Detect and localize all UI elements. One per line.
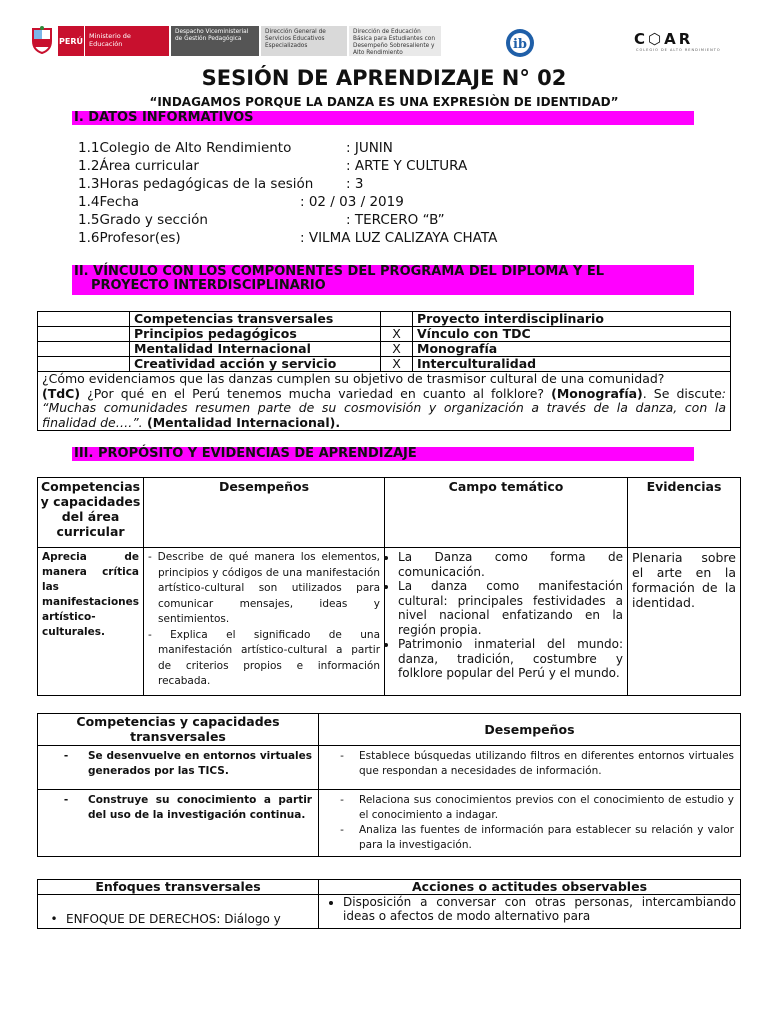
diploma-spacer-cell [38,312,130,327]
info-label: Horas pedagógicas de la sesión [99,176,314,192]
diploma-mark-cell: X [381,357,413,372]
header-campo-tematico: Campo temático [385,478,628,548]
header-evidencias: Evidencias [628,478,741,548]
desempenos-cell [144,548,385,696]
diploma-left-cell: Creatividad acción y servicio [130,357,381,372]
section2-heading-line2: PROYECTO INTERDISCIPLINARIO [91,278,326,293]
diploma-left-cell: Principios pedagógicos [130,327,381,342]
header-desempenos-transversales: Desempeños [319,714,741,746]
campo-item: • Patrimonio inmaterial del mundo: danza, tradición, costumbre y folklore popular del Perú y el mundo. [398,637,623,681]
diploma-spacer-cell [38,357,130,372]
info-value: : JUNIN [346,140,393,156]
campo-cell [385,548,628,696]
diploma-spacer-cell [38,327,130,342]
transversal-table [37,713,741,857]
info-value: : ARTE Y CULTURA [346,158,468,174]
question-2-end: . Se discute [642,385,722,401]
transversal-des-cell: - Relaciona sus conocimientos previos con el conocimiento de estudio y el conocimiento a indagar. - Analiza las fuentes de información para establecer su relación y valor para la investigación. [319,790,741,857]
section3-heading: III. PROPÓSITO Y EVIDENCIAS DE APRENDIZAJE [74,446,417,461]
ib-logo-icon [505,28,535,58]
diploma-right-cell: Monografía [413,342,731,357]
section1-heading: I. DATOS INFORMATIVOS [74,110,254,125]
transversal-des-text: Analiza las fuentes de información para establecer su relación y valor para la investigación. [359,824,734,851]
info-num: 1.6 [78,230,100,246]
transversal-row [38,746,741,790]
info-label: Fecha [99,194,140,210]
org-despacho: Despacho Viceministerial de Gestión Pedagógica [169,26,259,56]
question-3: : “Muchas comunidades resumen parte de su cosmovisión y organización a través de la danza, con la finalidad de….”. [42,385,727,430]
question-2-tag: (TdC) [42,385,81,401]
transversal-des-text: Establece búsquedas utilizando filtros en diferentes entornos virtuales que respondan a necesidades de información. [359,750,734,777]
desempeno-item: - Describe de qué manera los elementos, principios y códigos de una manifestación artístico-cultural son utilizados para comunicar mensajes, ideas y sentimientos. [148,551,381,625]
diploma-table [37,311,731,431]
campo-item: • La Danza como forma de comunicación. [398,550,623,579]
diploma-right-cell: Interculturalidad [413,357,731,372]
diploma-spacer-cell [38,342,130,357]
info-num: 1.3 [78,176,100,192]
question-2: ¿Por qué en el Perú tenemos mucha variedad en cuanto al folklore? [80,385,552,401]
diploma-left-cell: Competencias transversales [130,312,381,327]
ministry-label: Ministerio de Educación [84,26,169,56]
diploma-row [38,327,731,342]
info-num: 1.2 [78,158,100,174]
org-direccion-educacion: Dirección de Educación Básica para Estudiantes con Desempeño Sobresaliente y Alto Rendimiento [347,26,441,56]
header-logo-strip [30,26,441,56]
bullet-icon: • [50,912,58,926]
info-row [78,194,718,212]
section1-band [72,111,694,125]
page-subtitle: “INDAGAMOS PORQUE LA DANZA ES UNA EXPRESIÒN DE IDENTIDAD” [149,95,619,109]
desempeno-item: - Explica el significado de una manifestación artístico-cultural a partir de criterios propios e información recabada. [148,628,381,687]
enfoques-table [37,879,741,929]
peru-shield-icon [30,26,54,54]
enfoque-cell [38,895,319,929]
info-row [78,140,718,158]
diploma-right-cell: Vínculo con TDC [413,327,731,342]
section2-band [72,265,694,295]
question-3-tag: (Mentalidad Internacional). [142,414,341,430]
svg-text:ib: ib [512,37,528,52]
org-direccion-general: Dirección General de Servicios Educativos Especializados [259,26,347,56]
transversal-comp-text: Construye su conocimiento a partir del uso de la investigación continua. [88,794,312,821]
header-comp-transversales: Competencias y capacidades transversales [38,714,319,746]
info-label: Área curricular [99,158,199,174]
transversal-comp-text: Se desenvuelve en entornos virtuales generados por las TICS. [88,750,312,777]
info-row [78,176,718,194]
info-value: : 02 / 03 / 2019 [300,194,404,210]
header-competencias: Competencias y capacidades del área curricular [38,478,144,548]
accion-cell [319,895,741,929]
diploma-mark-cell: X [381,327,413,342]
diploma-questions [38,372,731,431]
diploma-row [38,312,731,327]
page-title: SESIÓN DE APRENDIZAJE N° 02 [201,66,567,90]
info-label: Colegio de Alto Rendimiento [99,140,292,156]
info-num: 1.5 [78,212,100,228]
info-row [78,158,718,176]
info-num: 1.1 [78,140,100,156]
transversal-row [38,790,741,857]
competencia-cell: Aprecia de manera crítica las manifestaciones artístico-culturales. [38,548,144,696]
info-label: Profesor(es) [99,230,181,246]
campo-item: • La danza como manifestación cultural: principales festividades a nivel nacional enfatizando en la región propia. [398,579,623,637]
diploma-mark-cell: X [381,342,413,357]
transversal-comp-cell: - Construye su conocimiento a partir del uso de la investigación continua. [38,790,319,857]
diploma-mark-cell [381,312,413,327]
diploma-row [38,342,731,357]
section2-heading-line1: II. VÍNCULO CON LOS COMPONENTES DEL PROGRAMA DEL DIPLOMA Y EL [74,264,605,279]
section3-band [72,447,694,461]
header-acciones: Acciones o actitudes observables [319,880,741,895]
header-enfoques: Enfoques transversales [38,880,319,895]
peru-label: PERÚ [58,26,84,56]
enfoque-text: ENFOQUE DE DERECHOS: Diálogo y [66,912,281,926]
header-desempenos: Desempeños [144,478,385,548]
diploma-row [38,357,731,372]
diploma-right-cell: Proyecto interdisciplinario [413,312,731,327]
accion-text: • Disposición a conversar con otras personas, intercambiando ideas o afectos de modo alternativo para [343,895,736,923]
info-value: : TERCERO “B” [346,212,445,228]
info-row [78,212,718,230]
diploma-left-cell: Mentalidad Internacional [130,342,381,357]
transversal-des-text: Relaciona sus conocimientos previos con el conocimiento de estudio y el conocimiento a indagar. [359,794,734,821]
question-1: ¿Cómo evidenciamos que las danzas cumplen su objetivo de trasmisor cultural de una comunidad? [42,371,665,386]
info-num: 1.4 [78,194,100,210]
coar-logo: C⬡AR [634,30,694,48]
question-2-tag-b: (Monografía) [551,385,643,401]
transversal-comp-cell: - Se desenvuelve en entornos virtuales generados por las TICS. [38,746,319,790]
transversal-des-cell: - Establece búsquedas utilizando filtros en diferentes entornos virtuales que respondan a necesidades de información. [319,746,741,790]
coar-subtitle: COLEGIO DE ALTO RENDIMIENTO [636,48,721,52]
info-label: Grado y sección [99,212,208,228]
info-row [78,230,718,248]
purpose-table [37,477,741,696]
evidencias-cell: Plenaria sobre el arte en la formación de la identidad. [628,548,741,696]
info-value: : 3 [346,176,364,192]
info-value: : VILMA LUZ CALIZAYA CHATA [300,230,498,246]
